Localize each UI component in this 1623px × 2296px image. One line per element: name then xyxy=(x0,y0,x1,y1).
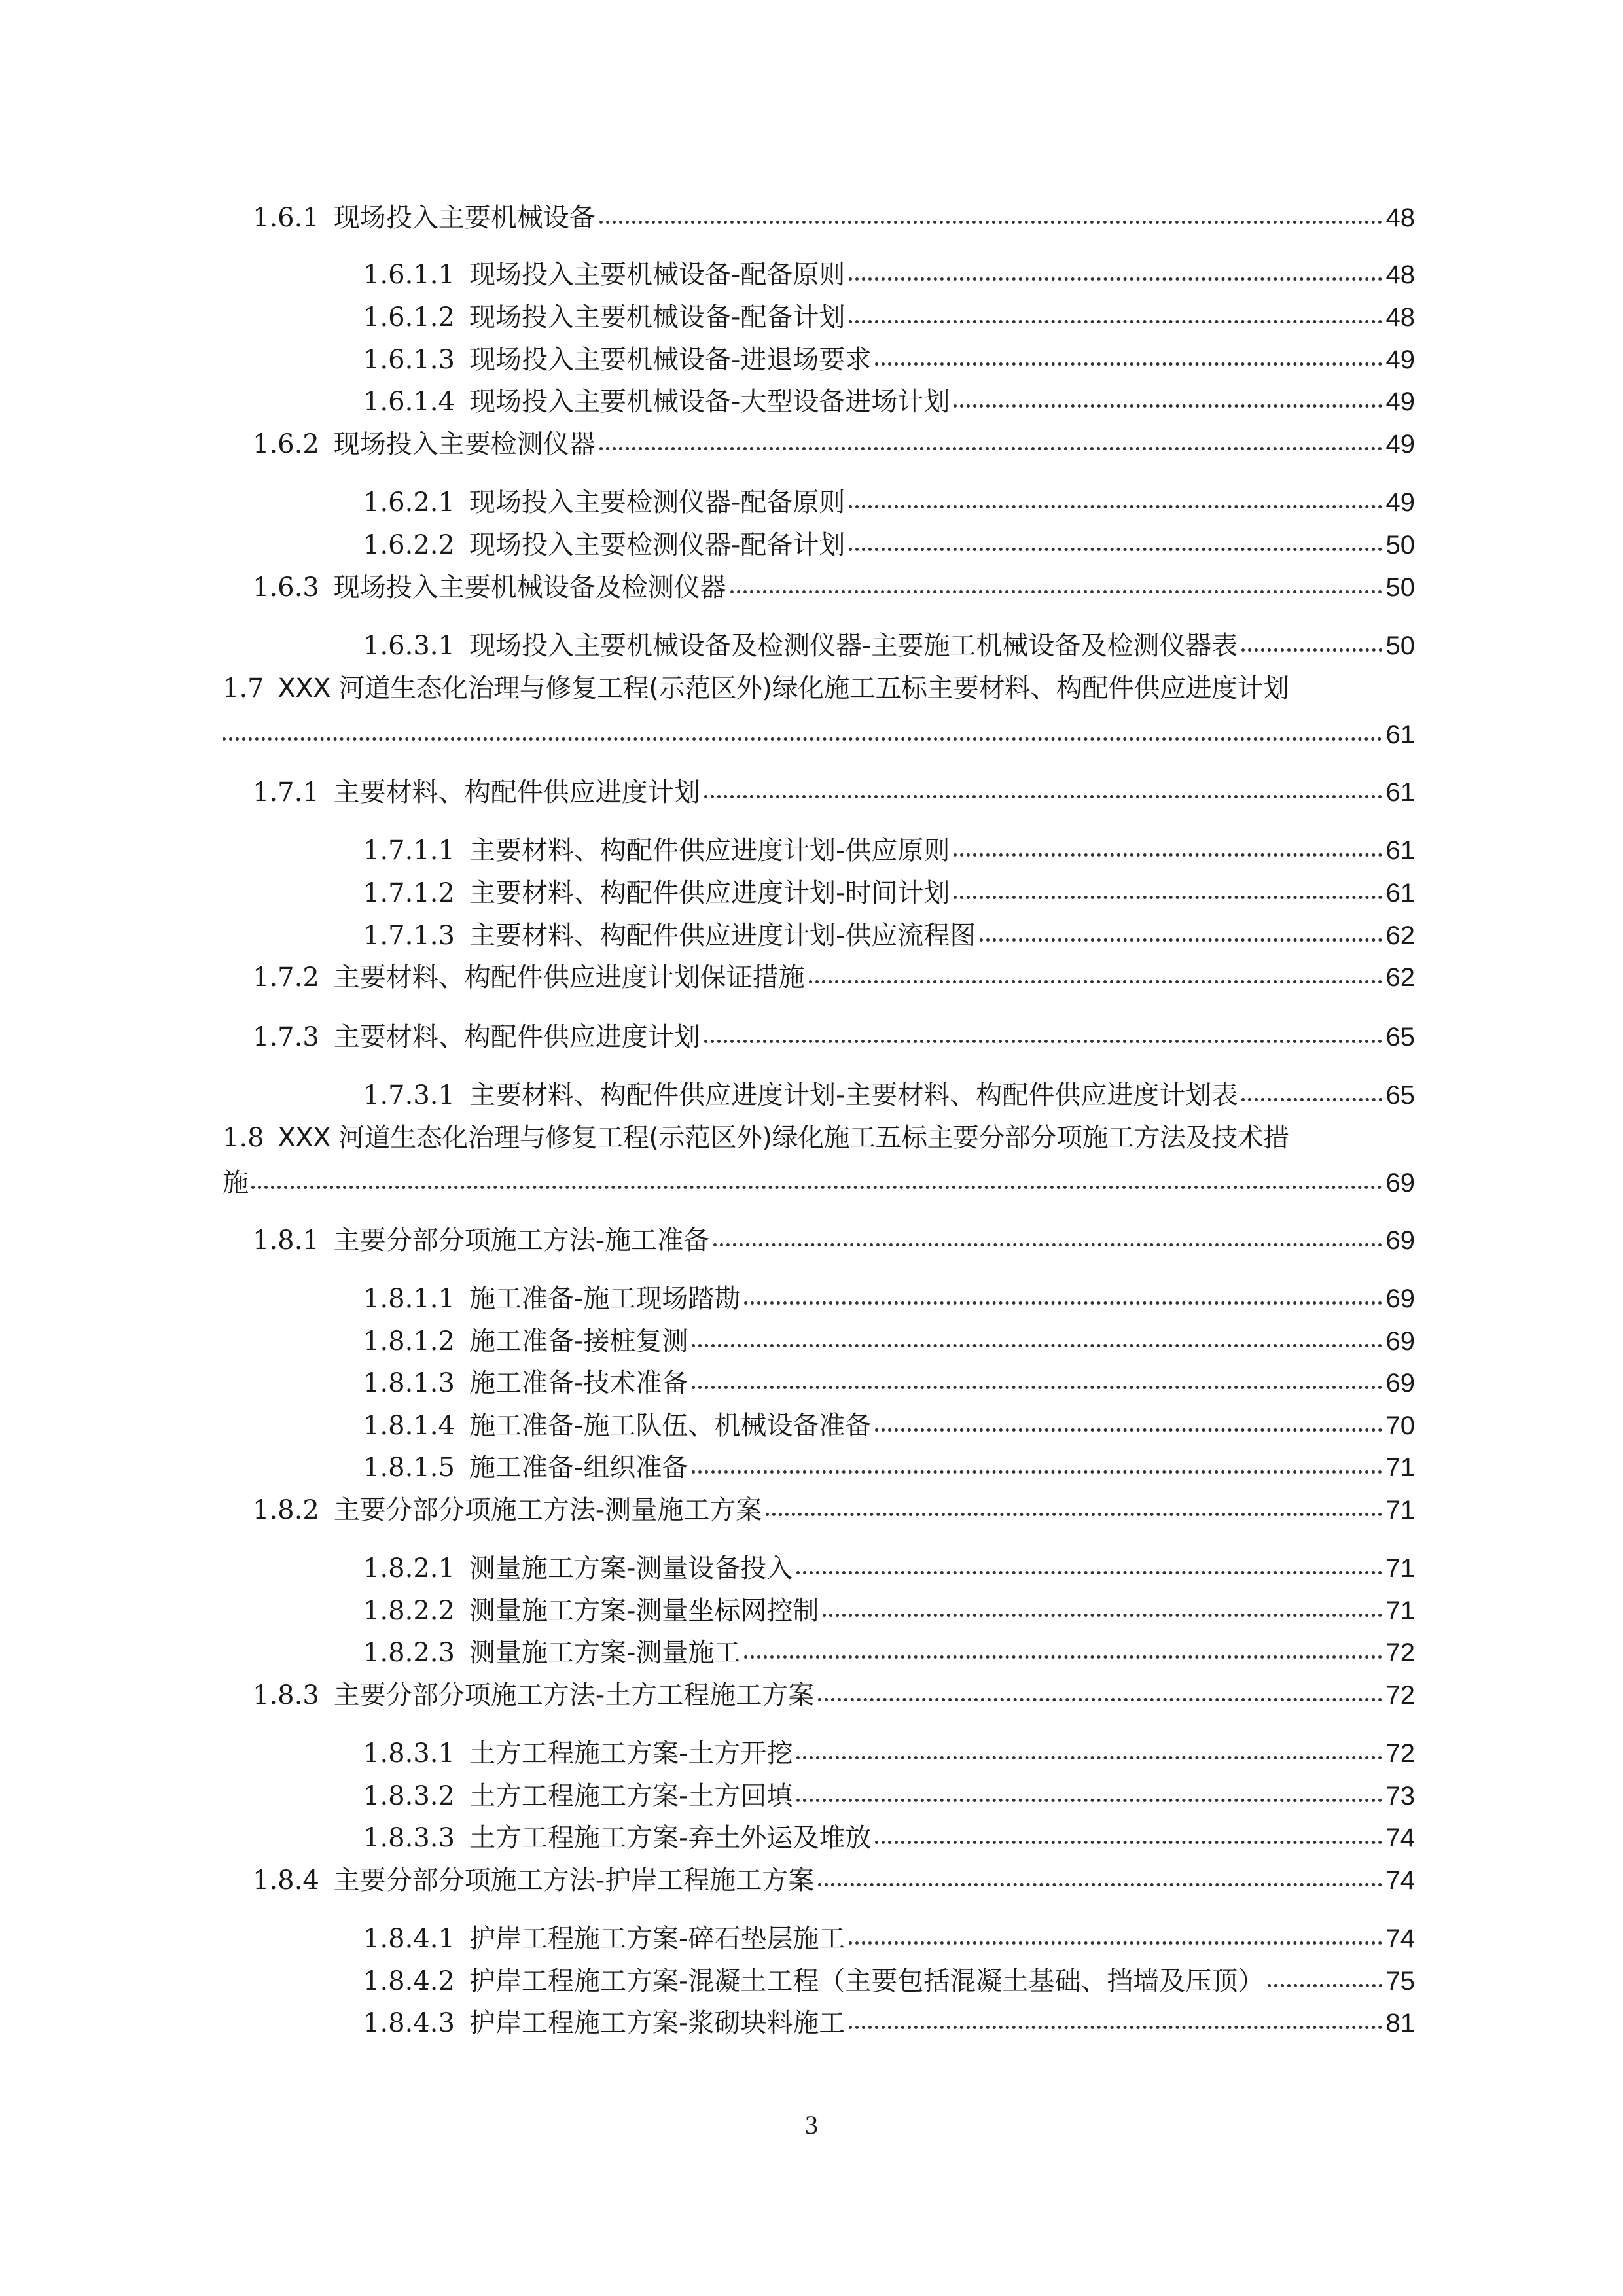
toc-entry[interactable] xyxy=(363,834,1415,867)
toc-title: 现场投入主要检测仪器 xyxy=(333,429,596,459)
toc-number: 1.8.3.1 xyxy=(363,1739,455,1769)
dot-leader xyxy=(796,1799,1382,1802)
toc-number: 1.8.1.3 xyxy=(363,1368,455,1398)
toc-page: 49 xyxy=(1385,488,1415,517)
dot-leader xyxy=(809,980,1382,983)
dot-leader xyxy=(1241,1098,1382,1101)
toc-number: 1.6.1.2 xyxy=(363,302,455,332)
toc-number: 1.8.2.3 xyxy=(363,1638,455,1668)
toc-entry[interactable] xyxy=(363,1282,1415,1315)
toc-page: 49 xyxy=(1385,387,1415,416)
toc-number: 1.8 xyxy=(223,1123,264,1153)
toc-title: 主要材料、构配件供应进度计划 xyxy=(333,777,700,807)
toc-page: 71 xyxy=(1385,1597,1415,1625)
dot-leader xyxy=(980,938,1382,942)
toc-entry-continuation xyxy=(223,1167,1415,1199)
toc-number: 1.6.3.1 xyxy=(363,631,455,661)
dot-leader xyxy=(223,737,1382,741)
toc-page: 69 xyxy=(1385,1169,1415,1197)
toc-page: 50 xyxy=(1385,531,1415,559)
toc-title: 土方工程施工方案-土方开挖 xyxy=(469,1739,793,1769)
toc-page: 49 xyxy=(1385,345,1415,374)
toc-entry[interactable] xyxy=(363,1965,1415,1998)
dot-leader xyxy=(849,505,1382,508)
toc-title: 主要分部分项施工方法-土方工程施工方案 xyxy=(333,1680,815,1710)
toc-title: 护岸工程施工方案-碎石垫层施工 xyxy=(469,1924,846,1954)
toc-page: 65 xyxy=(1385,1023,1415,1051)
toc-page: 61 xyxy=(1385,778,1415,807)
toc-number: 1.8.1.4 xyxy=(363,1411,455,1441)
toc-number: 1.6.2.2 xyxy=(363,530,455,560)
toc-title: XXX 河道生态化治理与修复工程(示范区外)绿化施工五标主要材料、构配件供应进度计划 xyxy=(277,673,1289,703)
toc-title: 主要材料、构配件供应进度计划-供应流程图 xyxy=(469,921,976,951)
toc-page: 75 xyxy=(1385,1967,1415,1996)
toc-page: 74 xyxy=(1385,1924,1415,1953)
toc-entry-continuation xyxy=(223,718,1415,751)
toc-title: 主要材料、构配件供应进度计划-供应原则 xyxy=(469,836,950,866)
toc-entry[interactable] xyxy=(363,2007,1415,2040)
toc-entry[interactable] xyxy=(363,258,1415,291)
toc-page: 48 xyxy=(1385,303,1415,332)
toc-number: 1.8.1.1 xyxy=(363,1284,455,1314)
dot-leader xyxy=(875,1428,1382,1432)
toc-number: 1.7.1 xyxy=(253,777,319,807)
toc-title: 护岸工程施工方案-混凝土工程（主要包括混凝土基础、挡墙及压顶） xyxy=(469,1966,1264,1996)
dot-leader xyxy=(818,1698,1382,1701)
dot-leader xyxy=(875,1841,1382,1844)
toc-number: 1.8.1.5 xyxy=(363,1453,455,1483)
toc-title: 护岸工程施工方案-浆砌块料施工 xyxy=(469,2008,846,2038)
toc-entry[interactable] xyxy=(363,919,1415,952)
toc-title: 主要分部分项施工方法-护岸工程施工方案 xyxy=(333,1865,815,1896)
toc-title: 主要材料、构配件供应进度计划保证措施 xyxy=(333,963,805,993)
dot-leader xyxy=(730,590,1382,593)
toc-page: 69 xyxy=(1385,1226,1415,1255)
dot-leader xyxy=(599,221,1382,224)
toc-entry[interactable] xyxy=(253,1864,1415,1897)
dot-leader xyxy=(849,548,1382,551)
dot-leader xyxy=(823,1614,1382,1617)
toc-number: 1.8.4.2 xyxy=(363,1966,455,1996)
toc-number: 1.6.1.4 xyxy=(363,387,455,417)
toc-entry-chapter[interactable] xyxy=(223,672,1415,705)
toc-title: 施工准备-技术准备 xyxy=(469,1368,688,1398)
dot-leader xyxy=(704,795,1382,798)
toc-entry[interactable] xyxy=(253,1224,1415,1257)
toc-title: 测量施工方案-测量设备投入 xyxy=(469,1553,793,1583)
toc-number: 1.7.1.2 xyxy=(363,878,455,908)
toc-number: 1.6.1 xyxy=(253,203,319,233)
toc-number: 1.8.4.3 xyxy=(363,2008,455,2038)
toc-page: 50 xyxy=(1385,631,1415,660)
toc-page: 61 xyxy=(1385,879,1415,908)
toc-page: 50 xyxy=(1385,573,1415,602)
toc-title: 现场投入主要机械设备-配备计划 xyxy=(469,302,846,332)
toc-number: 1.8.2.1 xyxy=(363,1553,455,1583)
toc-page: 69 xyxy=(1385,1284,1415,1313)
toc-entry[interactable] xyxy=(253,571,1415,604)
dot-leader xyxy=(766,1513,1382,1516)
toc-title: 现场投入主要机械设备-配备原则 xyxy=(469,260,846,290)
toc-number: 1.8.2 xyxy=(253,1495,319,1525)
toc-title: 现场投入主要检测仪器-配备计划 xyxy=(469,530,846,560)
toc-number: 1.6.3 xyxy=(253,573,319,603)
toc-entry[interactable] xyxy=(363,1552,1415,1585)
toc-entry[interactable] xyxy=(363,344,1415,376)
toc-entry[interactable] xyxy=(253,961,1415,994)
toc-entry[interactable] xyxy=(363,1451,1415,1484)
toc-number: 1.7.2 xyxy=(253,963,319,993)
toc-entry[interactable] xyxy=(363,1737,1415,1770)
dot-leader xyxy=(954,853,1382,857)
toc-title: 现场投入主要机械设备-进退场要求 xyxy=(469,345,872,375)
toc-title: 现场投入主要机械设备-大型设备进场计划 xyxy=(469,387,950,417)
dot-leader xyxy=(954,404,1382,408)
toc-page: 69 xyxy=(1385,1327,1415,1356)
dot-leader xyxy=(796,1756,1382,1759)
toc-entry[interactable] xyxy=(363,385,1415,418)
toc-page: 74 xyxy=(1385,1866,1415,1895)
toc-title: 主要分部分项施工方法-施工准备 xyxy=(333,1226,710,1256)
toc-page: 61 xyxy=(1385,720,1415,749)
toc-entry[interactable] xyxy=(253,202,1415,234)
toc-page: 61 xyxy=(1385,836,1415,865)
dot-leader xyxy=(599,447,1382,450)
dot-leader xyxy=(954,896,1382,899)
toc-page: 65 xyxy=(1385,1081,1415,1110)
toc-number: 1.6.1.1 xyxy=(363,260,455,290)
toc-entry[interactable] xyxy=(253,428,1415,461)
toc-title: 测量施工方案-测量坐标网控制 xyxy=(469,1596,819,1626)
toc-title: 施 xyxy=(223,1168,249,1198)
toc-page: 71 xyxy=(1385,1496,1415,1525)
toc-number: 1.8.4 xyxy=(253,1865,319,1896)
toc-entry[interactable] xyxy=(363,1079,1415,1112)
toc-page: 70 xyxy=(1385,1411,1415,1440)
dot-leader xyxy=(1268,1984,1382,1987)
toc-title: 主要分部分项施工方法-测量施工方案 xyxy=(333,1495,762,1525)
toc-number: 1.7.3 xyxy=(253,1022,319,1052)
toc-page: 81 xyxy=(1385,2009,1415,2038)
dot-leader xyxy=(692,1470,1382,1474)
toc-number: 1.8.1.2 xyxy=(363,1326,455,1356)
toc-number: 1.7.1.3 xyxy=(363,921,455,951)
toc-title: 土方工程施工方案-弃土外运及堆放 xyxy=(469,1823,872,1853)
toc-entry[interactable] xyxy=(363,1409,1415,1442)
toc-entry[interactable] xyxy=(363,1922,1415,1955)
dot-leader xyxy=(849,2026,1382,2029)
toc-number: 1.8.3.3 xyxy=(363,1823,455,1853)
toc-number: 1.7.3.1 xyxy=(363,1080,455,1110)
dot-leader xyxy=(875,362,1382,366)
toc-entry[interactable] xyxy=(363,1822,1415,1854)
toc-page: 49 xyxy=(1385,430,1415,459)
toc-page: 62 xyxy=(1385,963,1415,992)
dot-leader xyxy=(849,277,1382,281)
toc-title: 测量施工方案-测量施工 xyxy=(469,1638,741,1668)
page-number: 3 xyxy=(805,2110,818,2140)
toc-number: 1.8.3.2 xyxy=(363,1781,455,1811)
toc-entry[interactable] xyxy=(363,1325,1415,1358)
toc-number: 1.8.1 xyxy=(253,1226,319,1256)
toc-entry[interactable] xyxy=(363,1780,1415,1812)
dot-leader xyxy=(713,1243,1382,1246)
toc-entry[interactable] xyxy=(253,1494,1415,1527)
dot-leader xyxy=(818,1883,1382,1886)
toc-number: 1.6.1.3 xyxy=(363,345,455,375)
dot-leader xyxy=(1241,648,1382,652)
toc-page: 72 xyxy=(1385,1681,1415,1710)
toc-entry[interactable] xyxy=(363,301,1415,334)
toc-title: 施工准备-组织准备 xyxy=(469,1453,688,1483)
toc-title: 现场投入主要检测仪器-配备原则 xyxy=(469,487,846,518)
dot-leader xyxy=(796,1571,1382,1574)
toc-title: 现场投入主要机械设备 xyxy=(333,203,596,233)
dot-leader xyxy=(251,1186,1382,1189)
dot-leader xyxy=(744,1301,1382,1305)
toc-number: 1.8.2.2 xyxy=(363,1596,455,1626)
dot-leader xyxy=(849,320,1382,323)
toc-title: 主要材料、构配件供应进度计划-主要材料、构配件供应进度计划表 xyxy=(469,1080,1238,1110)
toc-page: 69 xyxy=(1385,1369,1415,1398)
toc-number: 1.8.4.1 xyxy=(363,1924,455,1954)
toc-title: 主要材料、构配件供应进度计划-时间计划 xyxy=(469,878,950,908)
toc-page: 48 xyxy=(1385,260,1415,289)
toc-number: 1.6.2.1 xyxy=(363,487,455,518)
toc-entry[interactable] xyxy=(363,1595,1415,1627)
toc-title: XXX 河道生态化治理与修复工程(示范区外)绿化施工五标主要分部分项施工方法及技术措 xyxy=(277,1123,1289,1153)
toc-number: 1.7.1.1 xyxy=(363,836,455,866)
toc-entry[interactable] xyxy=(363,1367,1415,1400)
dot-leader xyxy=(692,1344,1382,1347)
toc-entry[interactable] xyxy=(363,877,1415,910)
toc-page: 72 xyxy=(1385,1739,1415,1768)
toc-number: 1.6.2 xyxy=(253,429,319,459)
toc-page: 62 xyxy=(1385,921,1415,950)
toc-entry[interactable] xyxy=(253,1021,1415,1053)
toc-page: 73 xyxy=(1385,1782,1415,1810)
dot-leader xyxy=(744,1655,1382,1659)
dot-leader xyxy=(704,1040,1382,1043)
toc-entry[interactable] xyxy=(363,486,1415,519)
toc-title: 现场投入主要机械设备及检测仪器 xyxy=(333,573,726,603)
toc-page: 72 xyxy=(1385,1638,1415,1667)
toc-entry[interactable] xyxy=(253,1679,1415,1712)
toc-entry[interactable] xyxy=(363,1636,1415,1669)
toc-title: 主要材料、构配件供应进度计划 xyxy=(333,1022,700,1052)
dot-leader xyxy=(692,1386,1382,1389)
toc-number: 1.8.3 xyxy=(253,1680,319,1710)
toc-page: 74 xyxy=(1385,1824,1415,1852)
toc-entry-chapter[interactable] xyxy=(223,1122,1415,1154)
toc-entry[interactable] xyxy=(363,629,1415,662)
toc-title: 土方工程施工方案-土方回填 xyxy=(469,1781,793,1811)
toc-title: 现场投入主要机械设备及检测仪器-主要施工机械设备及检测仪器表 xyxy=(469,631,1238,661)
toc-page: 71 xyxy=(1385,1453,1415,1482)
toc-page: 71 xyxy=(1385,1554,1415,1583)
toc-number: 1.7 xyxy=(223,673,264,703)
toc-page: 48 xyxy=(1385,203,1415,232)
toc-title: 施工准备-施工队伍、机械设备准备 xyxy=(469,1411,872,1441)
dot-leader xyxy=(849,1941,1382,1945)
toc-title: 施工准备-施工现场踏勘 xyxy=(469,1284,741,1314)
toc-title: 施工准备-接桩复测 xyxy=(469,1326,688,1356)
toc-entry[interactable] xyxy=(363,529,1415,561)
toc-entry[interactable] xyxy=(253,776,1415,809)
